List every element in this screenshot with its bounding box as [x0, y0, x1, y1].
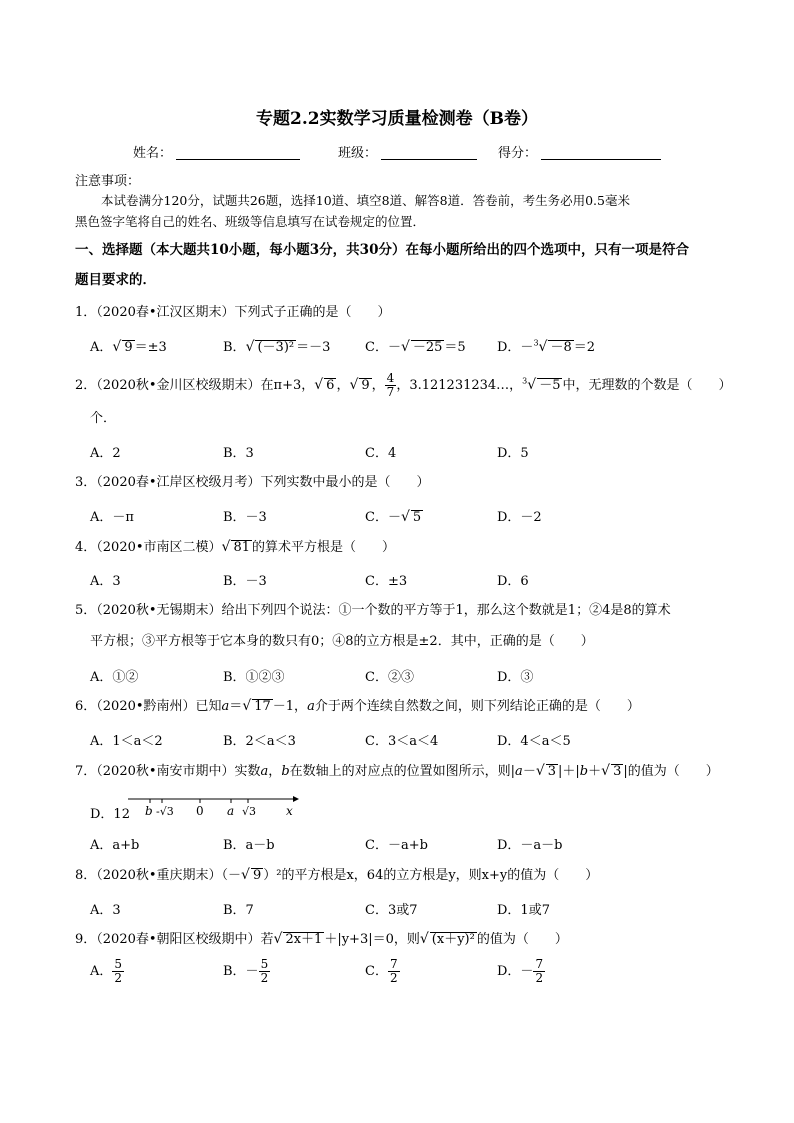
q4-option-a: A．3	[90, 574, 121, 589]
q4-option-d: D．6	[497, 574, 529, 589]
q7-option-a: A．a+b	[90, 838, 140, 853]
q8-option-b: B．7	[223, 903, 254, 918]
axis-label-b: b	[145, 804, 153, 818]
q1-option-b: B．√ (－3)² ＝－3	[223, 339, 331, 355]
q6-option-b: B．2＜a＜3	[223, 734, 296, 749]
q2-option-a: A．2	[90, 446, 121, 461]
q8-option-a: A．3	[90, 903, 121, 918]
q3-stem: 3．（2020春•江岸区校级月考）下列实数中最小的是（ ）	[75, 475, 430, 490]
name-label: 姓名：	[133, 146, 173, 161]
q3-option-c: C．－√ 5	[365, 509, 422, 525]
q5-option-d: D．③	[497, 670, 534, 685]
axis-label-a: a	[227, 804, 235, 818]
q6-stem: 6．（2020•黔南州）已知a＝√ 17 －1，a介于两个连续自然数之间，则下列结论正确的是（ ）	[75, 698, 640, 714]
notice-line-2: 黑色签字笔将自己的姓名、班级等信息填写在试卷规定的位置．	[75, 214, 426, 229]
q9-option-b: B．－ $\frac{5}{2}$	[223, 957, 269, 985]
q6-option-a: A．1＜a＜2	[90, 734, 163, 749]
page-title: 专题2.2实数学习质量检测卷（B卷）	[256, 109, 538, 129]
q7-option-c: C．－a+b	[365, 838, 428, 853]
q1-option-a: A．√ 9 ＝±3	[90, 339, 167, 355]
notice-line-1: 本试卷满分120分，试题共26题，选择10道、填空8道、解答8道．答卷前，考生务必用0.5毫米	[101, 193, 630, 208]
q4-stem: 4．（2020•市南区二模）√ 81 的算术平方根是（ ）	[75, 539, 396, 555]
q7-option-d: D．－a－b	[497, 838, 563, 853]
score-blank	[541, 147, 661, 160]
name-field	[133, 145, 300, 163]
q2-option-c: C．4	[365, 446, 397, 461]
q8-option-c: C．3或7	[365, 903, 418, 918]
q1-stem: 1．（2020春•江汉区期末）下列式子正确的是（ ）	[75, 305, 391, 320]
q7-stem: 7．（2020秋•南安市期中）实数a，b在数轴上的对应点的位置如图所示，则|a－√ 3 |＋|b＋√ 3 |的值为（ ）	[75, 763, 719, 779]
q2-stem-end: 个．	[90, 411, 117, 426]
class-label: 班级：	[338, 146, 378, 161]
q5-option-b: B．①②③	[223, 670, 285, 685]
axis-label-zero: 0	[196, 804, 204, 818]
score-field	[498, 145, 661, 163]
q2-option-d: D．5	[497, 446, 529, 461]
class-blank	[381, 147, 477, 160]
q7-d12-label: D．12	[90, 807, 130, 822]
q3-option-b: B．－3	[223, 510, 267, 525]
class-field	[338, 145, 477, 163]
q5-stem-line-1: 5．（2020秋•无锡期末）给出下列四个说法：①一个数的平方等于1，那么这个数就是1；②4是8的算术	[75, 603, 671, 618]
q1-option-c: C．－√ －25 ＝5	[365, 339, 466, 355]
score-label: 得分：	[498, 146, 538, 161]
q4-option-b: B．－3	[223, 574, 267, 589]
q6-option-d: D．4＜a＜5	[497, 734, 571, 749]
axis-label-sqrt3: √3	[242, 805, 257, 818]
q4-option-c: C．±3	[365, 574, 408, 589]
q5-option-c: C．②③	[365, 670, 414, 685]
q2-stem: 2．（2020秋•金川区校级期末）在π+3，√ 6 ，√ 9 ， $\frac{4}{7}$ ，3.121231234…，$^3$√ －5 中，无理数的个数是（ ）	[75, 371, 732, 399]
q8-option-d: D．1或7	[497, 903, 550, 918]
q5-option-a: A．①②	[90, 670, 139, 685]
q6-option-c: C．3＜a＜4	[365, 734, 439, 749]
number-line	[128, 790, 308, 820]
q2-option-b: B．3	[223, 446, 254, 461]
q5-stem-line-2: 平方根；③平方根等于它本身的数只有0；④8的立方根是±2．其中，正确的是（ ）	[90, 634, 594, 649]
q8-stem: 8．（2020秋•重庆期末）（－√ 9 ）²的平方根是x，64的立方根是y，则x+y的值为（ ）	[75, 867, 599, 883]
section-heading-line-2: 题目要求的．	[75, 272, 156, 288]
q1-option-d: D．－$^3$√ －8 ＝2	[497, 338, 596, 355]
section-heading-line-1: 一、选择题（本大题共10小题，每小题3分，共30分）在每小题所给出的四个选项中，只有一项是符合	[75, 242, 689, 258]
q3-option-a: A．－π	[90, 510, 134, 525]
q9-option-d: D．－ $\frac{7}{2}$	[497, 957, 544, 985]
axis-label-x: x	[286, 804, 293, 818]
axis-label-neg-sqrt3: -√3	[156, 805, 174, 818]
q3-option-d: D．－2	[497, 510, 542, 525]
name-blank	[176, 147, 300, 160]
q9-option-a: A． $\frac{5}{2}$	[90, 957, 123, 985]
q9-option-c: C． $\frac{7}{2}$	[365, 957, 398, 985]
notice-heading: 注意事项：	[75, 174, 141, 189]
q7-option-b: B．a－b	[223, 838, 275, 853]
q9-stem: 9．（2020春•朝阳区校级期中）若√ 2x＋1 ＋|y+3|＝0，则√ (x＋y)² 的值为（ ）	[75, 931, 568, 947]
